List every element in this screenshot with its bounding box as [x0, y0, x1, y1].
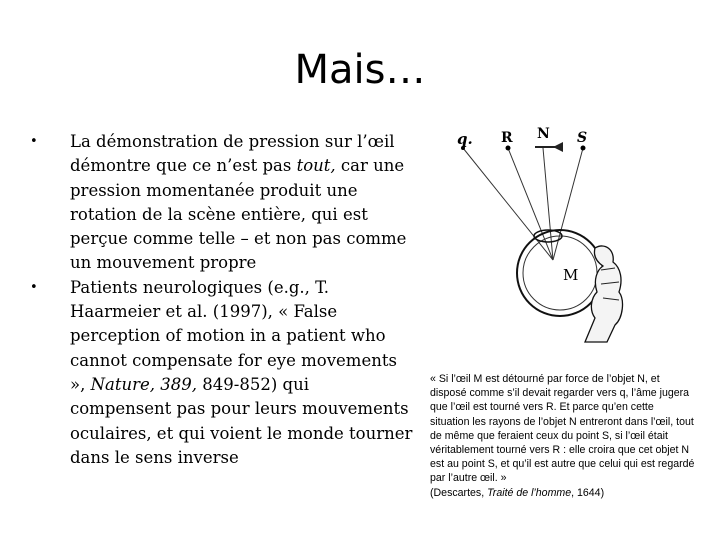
ray-q	[463, 148, 553, 260]
slide-title: Mais…	[294, 47, 426, 93]
descartes-quote	[430, 372, 695, 500]
label-N: N	[537, 126, 550, 142]
ray-N	[543, 148, 553, 260]
bullet-text: 849-852) qui compensent pas pour leurs mouvements oculaires, et qui voient le monde tourner dans le sens inverse	[70, 374, 413, 467]
citation-close: , 1644)	[571, 486, 605, 499]
ray-S	[553, 148, 583, 260]
citation-title: Traité de l’homme	[487, 486, 572, 499]
point-R	[506, 146, 511, 151]
bullet-list	[30, 130, 415, 470]
label-R: R	[501, 130, 513, 146]
ray-R	[508, 148, 553, 260]
bullet-item	[30, 130, 415, 276]
bullet-dot-icon: •	[30, 279, 38, 295]
bullet-dot-icon: •	[30, 134, 38, 149]
bullet-emphasis: tout,	[296, 156, 336, 176]
arrow-object-N	[535, 142, 563, 152]
quote-text: « Si l’œil M est détourné par force de l’objet N, et disposé comme s’il devait regarder vers q, l’âme jugera que l’œil est tourné vers R. Et parce qu’en cette situation les rayons de l’objet N entreront dans l’œil, tout de même que feraient ceux du point S, si l’œil était véritablement tourné vers R : elle croira que cet objet N est au point S, et qu’il est autre que celui qui est regardé par l’autre œil. »	[430, 373, 695, 485]
bullet-text: car une pression momentanée produit une rotation de la scène entière, qui est perçue comme telle – et non pas comme un mouvement propre	[70, 156, 407, 273]
descartes-eye-illustration	[445, 120, 630, 345]
eye-diagram-icon	[445, 120, 630, 345]
label-q: q.	[457, 130, 473, 148]
label-M: M	[563, 266, 579, 284]
label-S: S	[577, 130, 588, 146]
point-S	[581, 146, 586, 151]
quote-citation	[430, 486, 695, 500]
bullet-item	[30, 276, 415, 470]
eye-inner-ring	[523, 236, 597, 310]
bullet-text: La démonstration de pression sur l’œil démontre que ce n’est pas	[70, 132, 395, 176]
bullet-emphasis: Nature, 389,	[90, 374, 198, 394]
bullet-text: Patients neurologiques (e.g., T. Haarmeier et al. (1997), « False perception of motion in a patient who cannot compensate for eye movements »,	[70, 277, 397, 394]
citation-open: (Descartes,	[430, 486, 488, 499]
eye-outline	[517, 230, 603, 316]
